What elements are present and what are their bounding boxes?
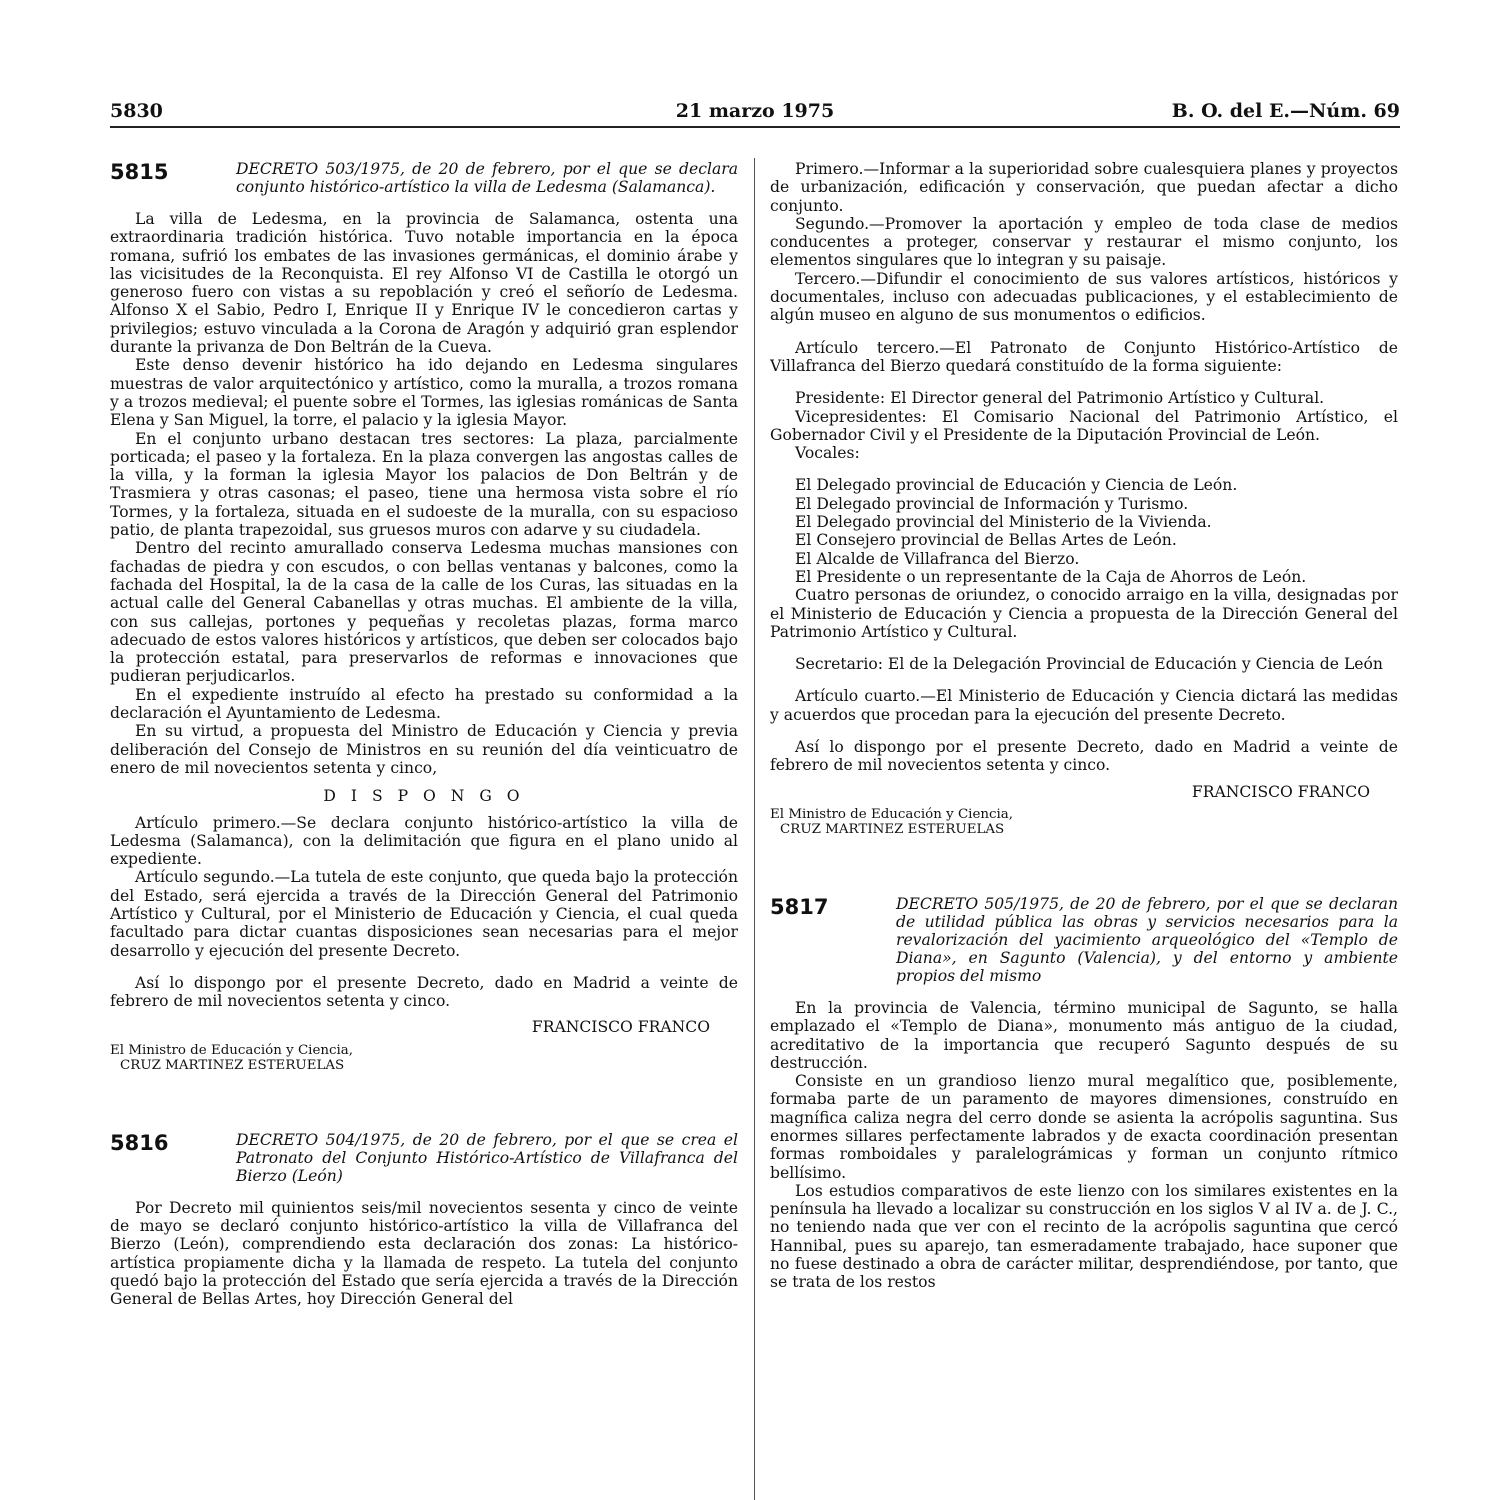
- paragraph: Primero.—Informar a la superioridad sobre cualesquiera planes y proyectos de urbanización, edificación y conservación, que puedan afectar a dicho conjunto.: [770, 160, 1398, 215]
- list-item: El Alcalde de Villafranca del Bierzo.: [795, 549, 1080, 568]
- paragraph: Los estudios comparativos de este lienzo con los similares existentes en la península ha llevado a localizar su construcción en los siglos V al IV a. de J. C., no teniendo nada que ver con el recinto de la acrópolis saguntina que cercó Hannibal, pues su aparejo, tan esmeradamente trabajado, hace suponer que no fuese destinado a obra de carácter militar, desprendiéndose, por tanto, que se trata de los restos: [770, 1181, 1398, 1292]
- list-item: El Delegado provincial de Educación y Ciencia de León.: [795, 476, 1238, 495]
- article-first: Artículo primero.—Se declara conjunto histórico-artístico la villa de Ledesma (Salamanca), con la delimitación que figura en el plano unido al expediente.: [110, 813, 738, 869]
- president: Presidente: El Director general del Patrimonio Artístico y Cultural.: [795, 389, 1325, 408]
- closing-formula: Así lo dispongo por el presente Decreto, dado en Madrid a veinte de febrero de mil novecientos setenta y cinco.: [110, 973, 738, 1011]
- minister-block: [110, 1043, 738, 1073]
- decree-title: DECRETO 505/1975, de 20 de febrero, por el que se declaran de utilidad pública las obras y servicios necesarios para la revalorización del yacimiento arqueológico del «Templo de Diana», en Sagunto (Valencia), y del entorno y ambiente propios del mismo: [896, 894, 1398, 985]
- right-column: [770, 160, 1398, 1292]
- list-item: El Consejero provincial de Bellas Artes de León.: [795, 531, 1177, 550]
- decree-5816-heading: [110, 1131, 738, 1185]
- page-number: 5830: [110, 100, 163, 122]
- header-rule: [110, 126, 1400, 128]
- paragraph: En su virtud, a propuesta del Ministro de Educación y Ciencia y previa deliberación del Consejo de Ministros en su reunión del día veinticuatro de enero de mil novecientos setenta y cinco,: [110, 722, 738, 777]
- closing-formula: Así lo dispongo por el presente Decreto, dado en Madrid a veinte de febrero de mil novecientos setenta y cinco.: [770, 738, 1398, 775]
- decree-5815-heading: [110, 160, 738, 196]
- paragraph: En la provincia de Valencia, término municipal de Sagunto, se halla emplazado el «Templo de Diana», monumento más antiguo de la ciudad, acreditativo de la importancia que recuperó Sagunto después de su destrucción.: [770, 998, 1398, 1072]
- paragraph: En el conjunto urbano destacan tres sectores: La plaza, parcialmente porticada; el paseo y la fortaleza. En la plaza convergen las angostas calles de la villa, y la forman la iglesia Mayor los palacios de Don Beltrán y de Trasmiera y otras casonas; el paseo, tiene una hermosa vista sobre el río Tormes, y la fortaleza, situada en el sudoeste de la muralla, con su espacioso patio, de planta trapezoidal, sus gruesos muros con adarve y su ciudadela.: [110, 429, 738, 540]
- dispongo-heading: D I S P O N G O: [323, 787, 525, 806]
- minister-title: El Ministro de Educación y Ciencia,: [770, 806, 1014, 822]
- paragraph: Tercero.—Difundir el conocimiento de sus valores artísticos, históricos y documentales, incluso con adecuadas publicaciones, y el establecimiento de algún museo en alguno de sus monumentos o edificios.: [770, 269, 1398, 325]
- publication-date: 21 marzo 1975: [675, 100, 835, 122]
- column-divider: [754, 158, 755, 1500]
- left-column: [110, 160, 738, 1309]
- paragraph: Este denso devenir histórico ha ido dejando en Ledesma singulares muestras de valor arquitectónico y artístico, como la muralla, a trozos romana y a trozos medieval; el puente sobre el Tormes, las iglesias románicas de Santa Elena y San Miguel, la torre, el palacio y la iglesia Mayor.: [110, 356, 738, 430]
- decree-number: 5815: [110, 160, 169, 184]
- decree-number: 5817: [770, 894, 829, 919]
- paragraph: En el expediente instruído al efecto ha prestado su conformidad a la declaración el Ayuntamiento de Ledesma.: [110, 685, 738, 723]
- paragraph: La villa de Ledesma, en la provincia de Salamanca, ostenta una extraordinaria tradición histórica. Tuvo notable importancia en la época romana, sufrió los embates de las invasiones germánicas, el dominio árabe y las vicisitudes de la Reconquista. El rey Alfonso VI de Castilla le otorgó un generoso fuero con vistas a su repoblación y creó el señorío de Ledesma. Alfonso X el Sabio, Pedro I, Enrique II y Enrique IV le concedieron cartas y privilegios; estuvo vinculada a la Corona de Aragón y adquirió gran esplendor durante la privanza de Don Beltrán de la Cueva.: [110, 210, 738, 357]
- minister-title: El Ministro de Educación y Ciencia,: [110, 1042, 354, 1058]
- minister-name: CRUZ MARTINEZ ESTERUELAS: [780, 821, 1005, 837]
- decree-title: DECRETO 503/1975, de 20 de febrero, por el que se declara conjunto histórico-artístico la villa de Ledesma (Salamanca).: [236, 160, 738, 196]
- article-fourth: Artículo cuarto.—El Ministerio de Educación y Ciencia dictará las medidas y acuerdos que procedan para la ejecución del presente Decreto.: [770, 687, 1398, 724]
- publication-issue: B. O. del E.—Núm. 69: [1171, 100, 1400, 122]
- list-item: Cuatro personas de oriundez, o conocido arraigo en la villa, designadas por el Ministerio de Educación y Ciencia a propuesta de la Dirección General del Patrimonio Artístico y Cultural.: [770, 586, 1398, 641]
- secretary: Secretario: El de la Delegación Provincial de Educación y Ciencia de León: [795, 655, 1383, 674]
- list-item: El Delegado provincial del Ministerio de la Vivienda.: [795, 513, 1212, 532]
- article-third: Artículo tercero.—El Patronato de Conjunto Histórico-Artístico de Villafranca del Bierzo quedará constituído de la forma siguiente:: [770, 338, 1398, 375]
- signature: FRANCISCO FRANCO: [531, 1018, 710, 1037]
- decree-number: 5816: [110, 1130, 169, 1155]
- article-second: Artículo segundo.—La tutela de este conjunto, que queda bajo la protección del Estado, será ejercida a través de la Dirección General del Patrimonio Artístico y Cultural, por el Ministerio de Educación y Ciencia, el cual queda facultado para dictar cuantas disposiciones sean necesarias para el mejor desarrollo y ejecución del presente Decreto.: [110, 868, 738, 960]
- vocales-list: [770, 476, 1398, 641]
- minister-name: CRUZ MARTINEZ ESTERUELAS: [120, 1057, 345, 1073]
- list-item: El Delegado provincial de Información y Turismo.: [795, 494, 1189, 513]
- decree-title: DECRETO 504/1975, de 20 de febrero, por el que se crea el Patronato del Conjunto Histórico-Artístico de Villafranca del Bierzo (León): [236, 1130, 738, 1185]
- list-item: El Presidente o un representante de la Caja de Ahorros de León.: [795, 567, 1307, 586]
- signature: FRANCISCO FRANCO: [1191, 782, 1370, 801]
- vice-presidents: Vicepresidentes: El Comisario Nacional del Patrimonio Artístico, el Gobernador Civil y el Presidente de la Diputación Provincial de León.: [770, 407, 1398, 444]
- vocales-label: Vocales:: [795, 444, 860, 463]
- decree-5817-heading: [770, 895, 1398, 985]
- paragraph: Consiste en un grandioso lienzo mural megalítico que, posiblemente, formaba parte de un paramento de mayores dimensiones, construído en magnífica caliza negra del cerro donde se asienta la acrópolis saguntina. Sus enormes sillares perfectamente labrados y de exacta coordinación presentan formas romboidales y paralelográmicas y forman un conjunto rítmico bellísimo.: [770, 1072, 1398, 1182]
- paragraph: Por Decreto mil quinientos seis/mil novecientos sesenta y cinco de veinte de mayo se declaró conjunto histórico-artístico la villa de Villafranca del Bierzo (León), comprendiendo esta declaración dos zonas: La histórico-artística propiamente dicha y la llamada de respeto. La tutela del conjunto quedó bajo la protección del Estado que sería ejercida a través de la Dirección General de Bellas Artes, hoy Dirección General del: [110, 1198, 738, 1309]
- paragraph: Dentro del recinto amurallado conserva Ledesma muchas mansiones con fachadas de piedra y con escudos, o con bellas ventanas y balcones, como la fachada del Hospital, la de la casa de la calle de los Curas, las situadas en la actual calle del General Cabanellas y otras muchas. El ambiente de la villa, con sus callejas, portones y pequeñas y recoletas plazas, forma marco adecuado de estos valores históricos y artísticos, que deben ser colocados bajo la protección estatal, para preservarlos de reformas e innovaciones que pudieran perjudicarlos.: [110, 539, 738, 686]
- minister-block: [770, 807, 1398, 837]
- paragraph: Segundo.—Promover la aportación y empleo de toda clase de medios conducentes a proteger, conservar y restaurar el mismo conjunto, los elementos singulares que lo integran y su paisaje.: [770, 214, 1398, 270]
